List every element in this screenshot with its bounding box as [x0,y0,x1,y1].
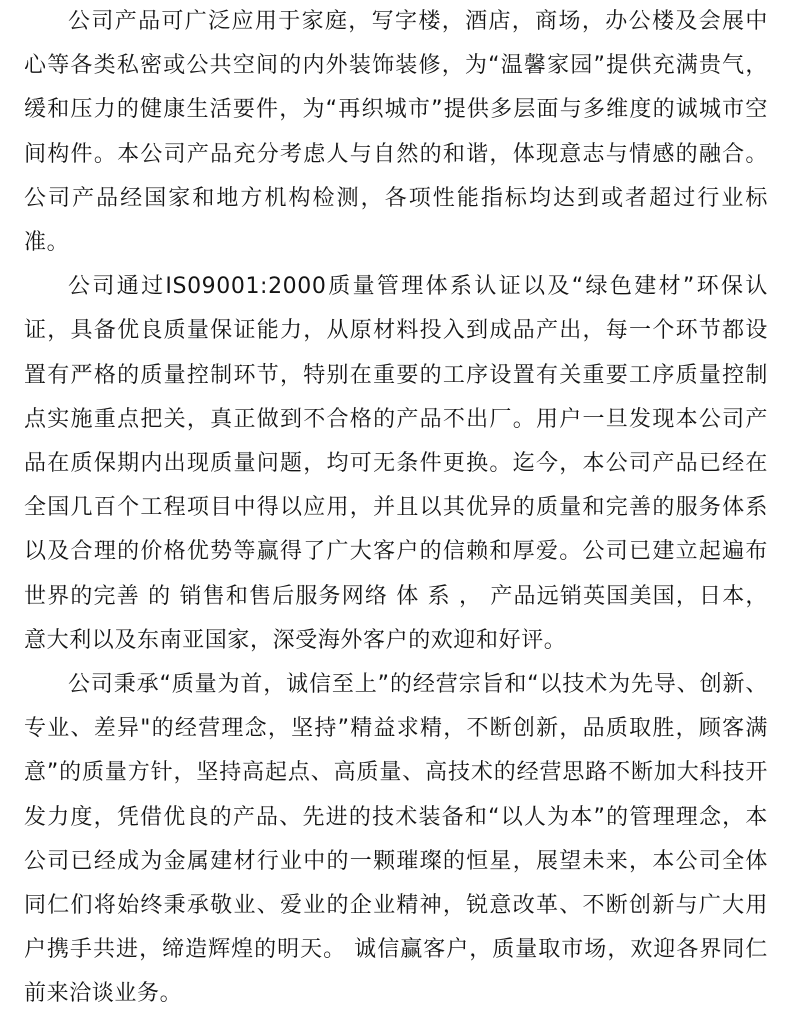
paragraph-product-applications: 公司产品可广泛应用于家庭，写字楼，酒店，商场，办公楼及会展中心等各类私密或公共空间的内外装饰装修，为“温馨家园”提供充满贵气，缓和压力的健康生活要件，为“再织城市”提供多层面与多维度的诚城市空间构件。本公司产品充分考虑人与自然的和谐，体现意志与情感的融合。公司产品经国家和地方机构检测，各项性能指标均达到或者超过行业标准。 [24,9,768,256]
paragraph-business-philosophy: 公司秉承“质量为首，诚信至上”的经营宗旨和“以技术为先导、创新、专业、差异"的经营理念，坚持”精益求精，不断创新，品质取胜，顾客满意”的质量方针，坚持高起点、高质量、高技术的经营思路不断加大科技开发力度，凭借优良的产品、先进的技术装备和“以人为本”的管理理念，本公司已经成为金属建材行业中的一颗璀璨的恒星，展望未来，本公司全体同仁们将始终秉承敬业、爱业的企业精神，锐意改革、不断创新与广大用户携手共进，缔造辉煌的明天。 诚信赢客户，质量取市场，欢迎各界同仁前来洽谈业务。 [24,672,768,1007]
paragraph-quality-certification: 公司通过IS09001:2000质量管理体系认证以及“绿色建材”环保认证，具备优良质量保证能力，从原材料投入到成品产出，每一个环节都设置有严格的质量控制环节，特别在重要的工序设置有关重要工序质量控制点实施重点把关，真正做到不合格的产品不出厂。用户一旦发现本公司产品在质保期内出现质量问题，均可无条件更换。迄今，本公司产品已经在全国几百个工程项目中得以应用，并且以其优异的质量和完善的服务体系以及合理的价格优势等赢得了广大客户的信赖和厚爱。公司已建立起遍布世界的完善 的 销售和售后服务网络 体 系 ， 产品远销英国美国，日本，意大利以及东南亚国家，深受海外客户的欢迎和好评。 [24,274,768,653]
